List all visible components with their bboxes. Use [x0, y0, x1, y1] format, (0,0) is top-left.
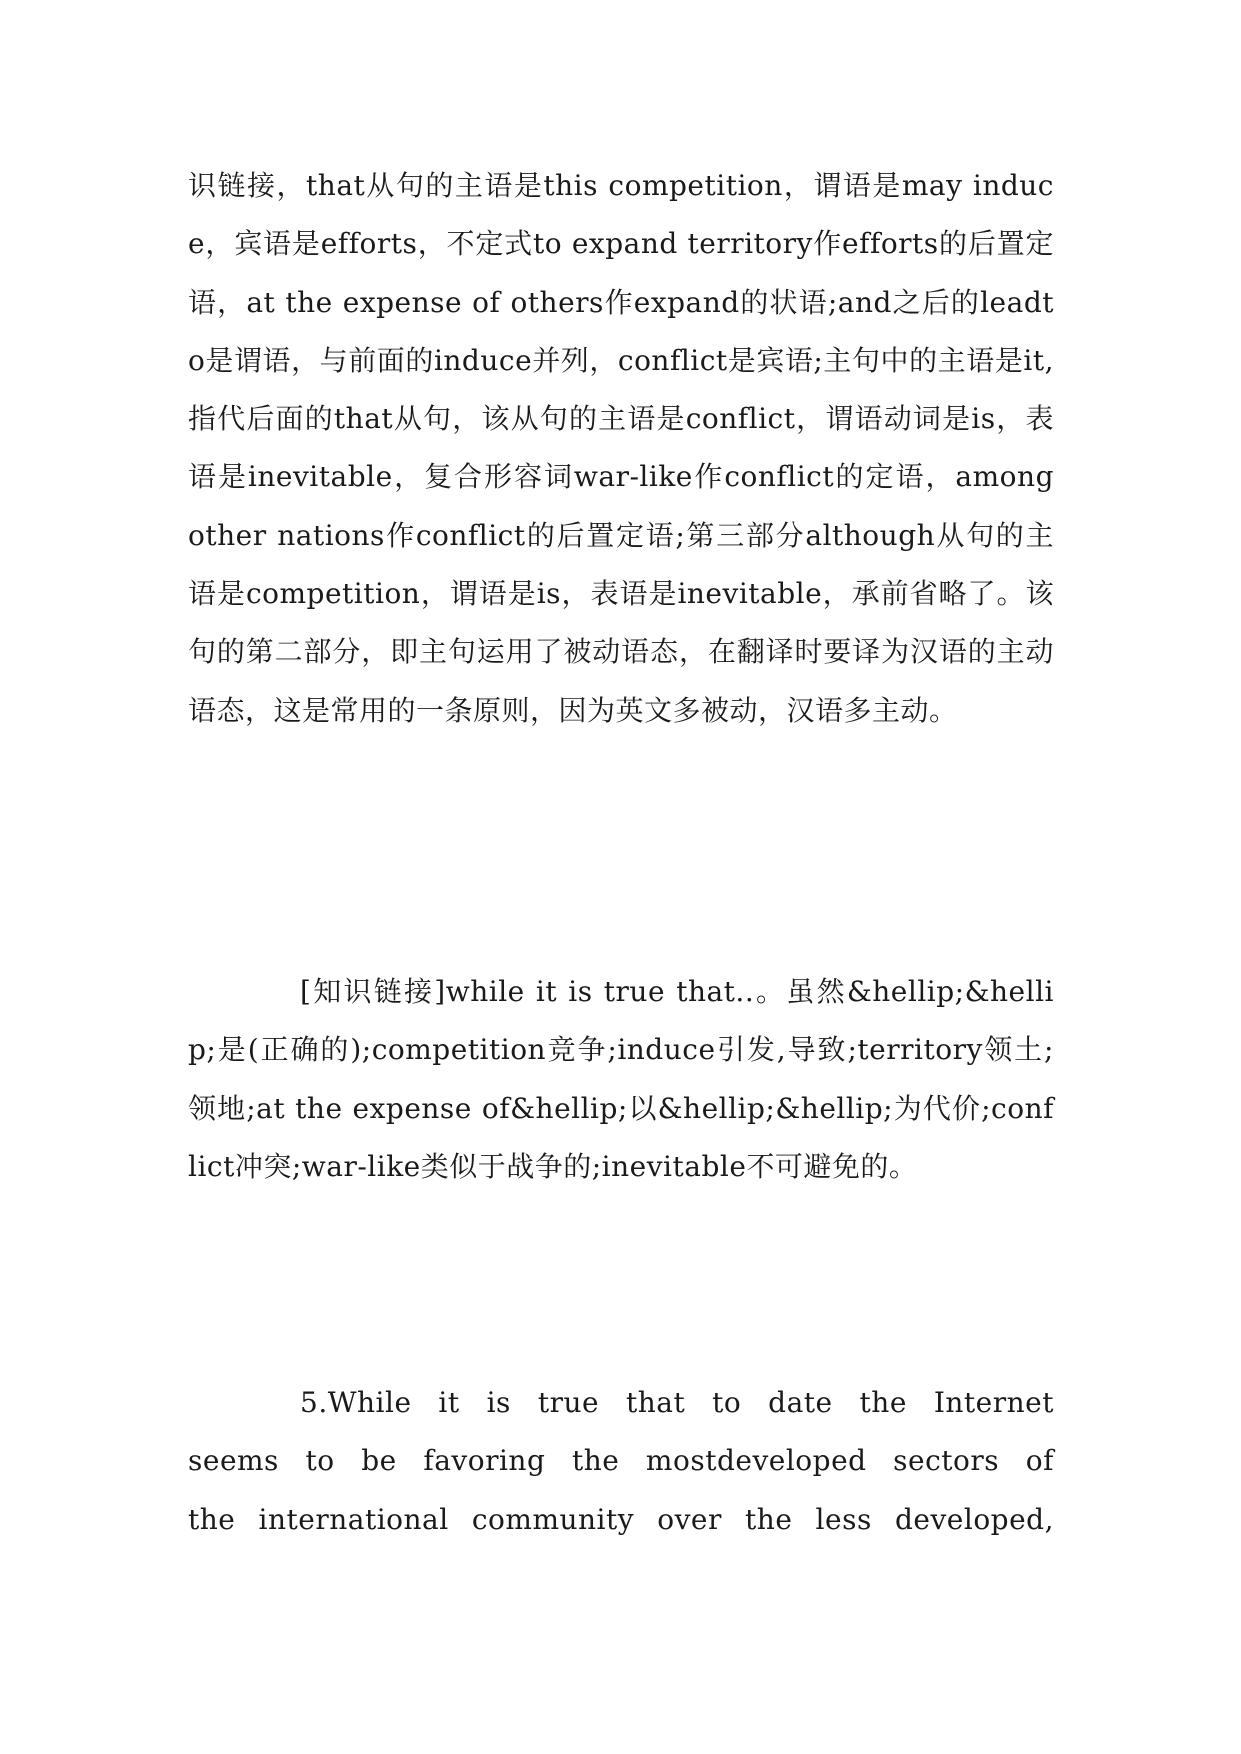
sentence-5-line: the international community over the less developed,: [188, 1502, 1054, 1536]
paragraph-sentence-5: [188, 1374, 1054, 1549]
sentence-5-line: seems to be favoring the mostdeveloped sectors of: [188, 1444, 1054, 1478]
paragraph-grammar-analysis: 识链接，that从句的主语是this competition，谓语是may induce，宾语是efforts，不定式to expand territory作efforts的后置定语，at the expense of others作expand的状语;and之后的leadto是谓语，与前面的induce并列，conflict是宾语;主句中的主语是it,指代后面的that从句，该从句的主语是conflict，谓语动词是is，表语是inevitable，复合形容词war-like作conflict的定语，among other nations作conflict的后置定语;第三部分although从句的主语是competition，谓语是is，表语是inevitable，承前省略了。该句的第二部分，即主句运用了被动语态，在翻译时要译为汉语的主动语态，这是常用的一条原则，因为英文多被动，汉语多主动。: [188, 169, 1054, 727]
paragraph-knowledge-link: [知识链接]while it is true that..。虽然&hellip;&hellip;是(正确的);competition竞争;induce引发,导致;territory领土;领地;at the expense of&hellip;以&hellip;&hellip;为代价;conflict冲突;war-like类似于战争的;inevitable不可避免的。: [188, 975, 1054, 1183]
sentence-5-line: 5.While it is true that to date the Internet: [300, 1386, 1054, 1419]
